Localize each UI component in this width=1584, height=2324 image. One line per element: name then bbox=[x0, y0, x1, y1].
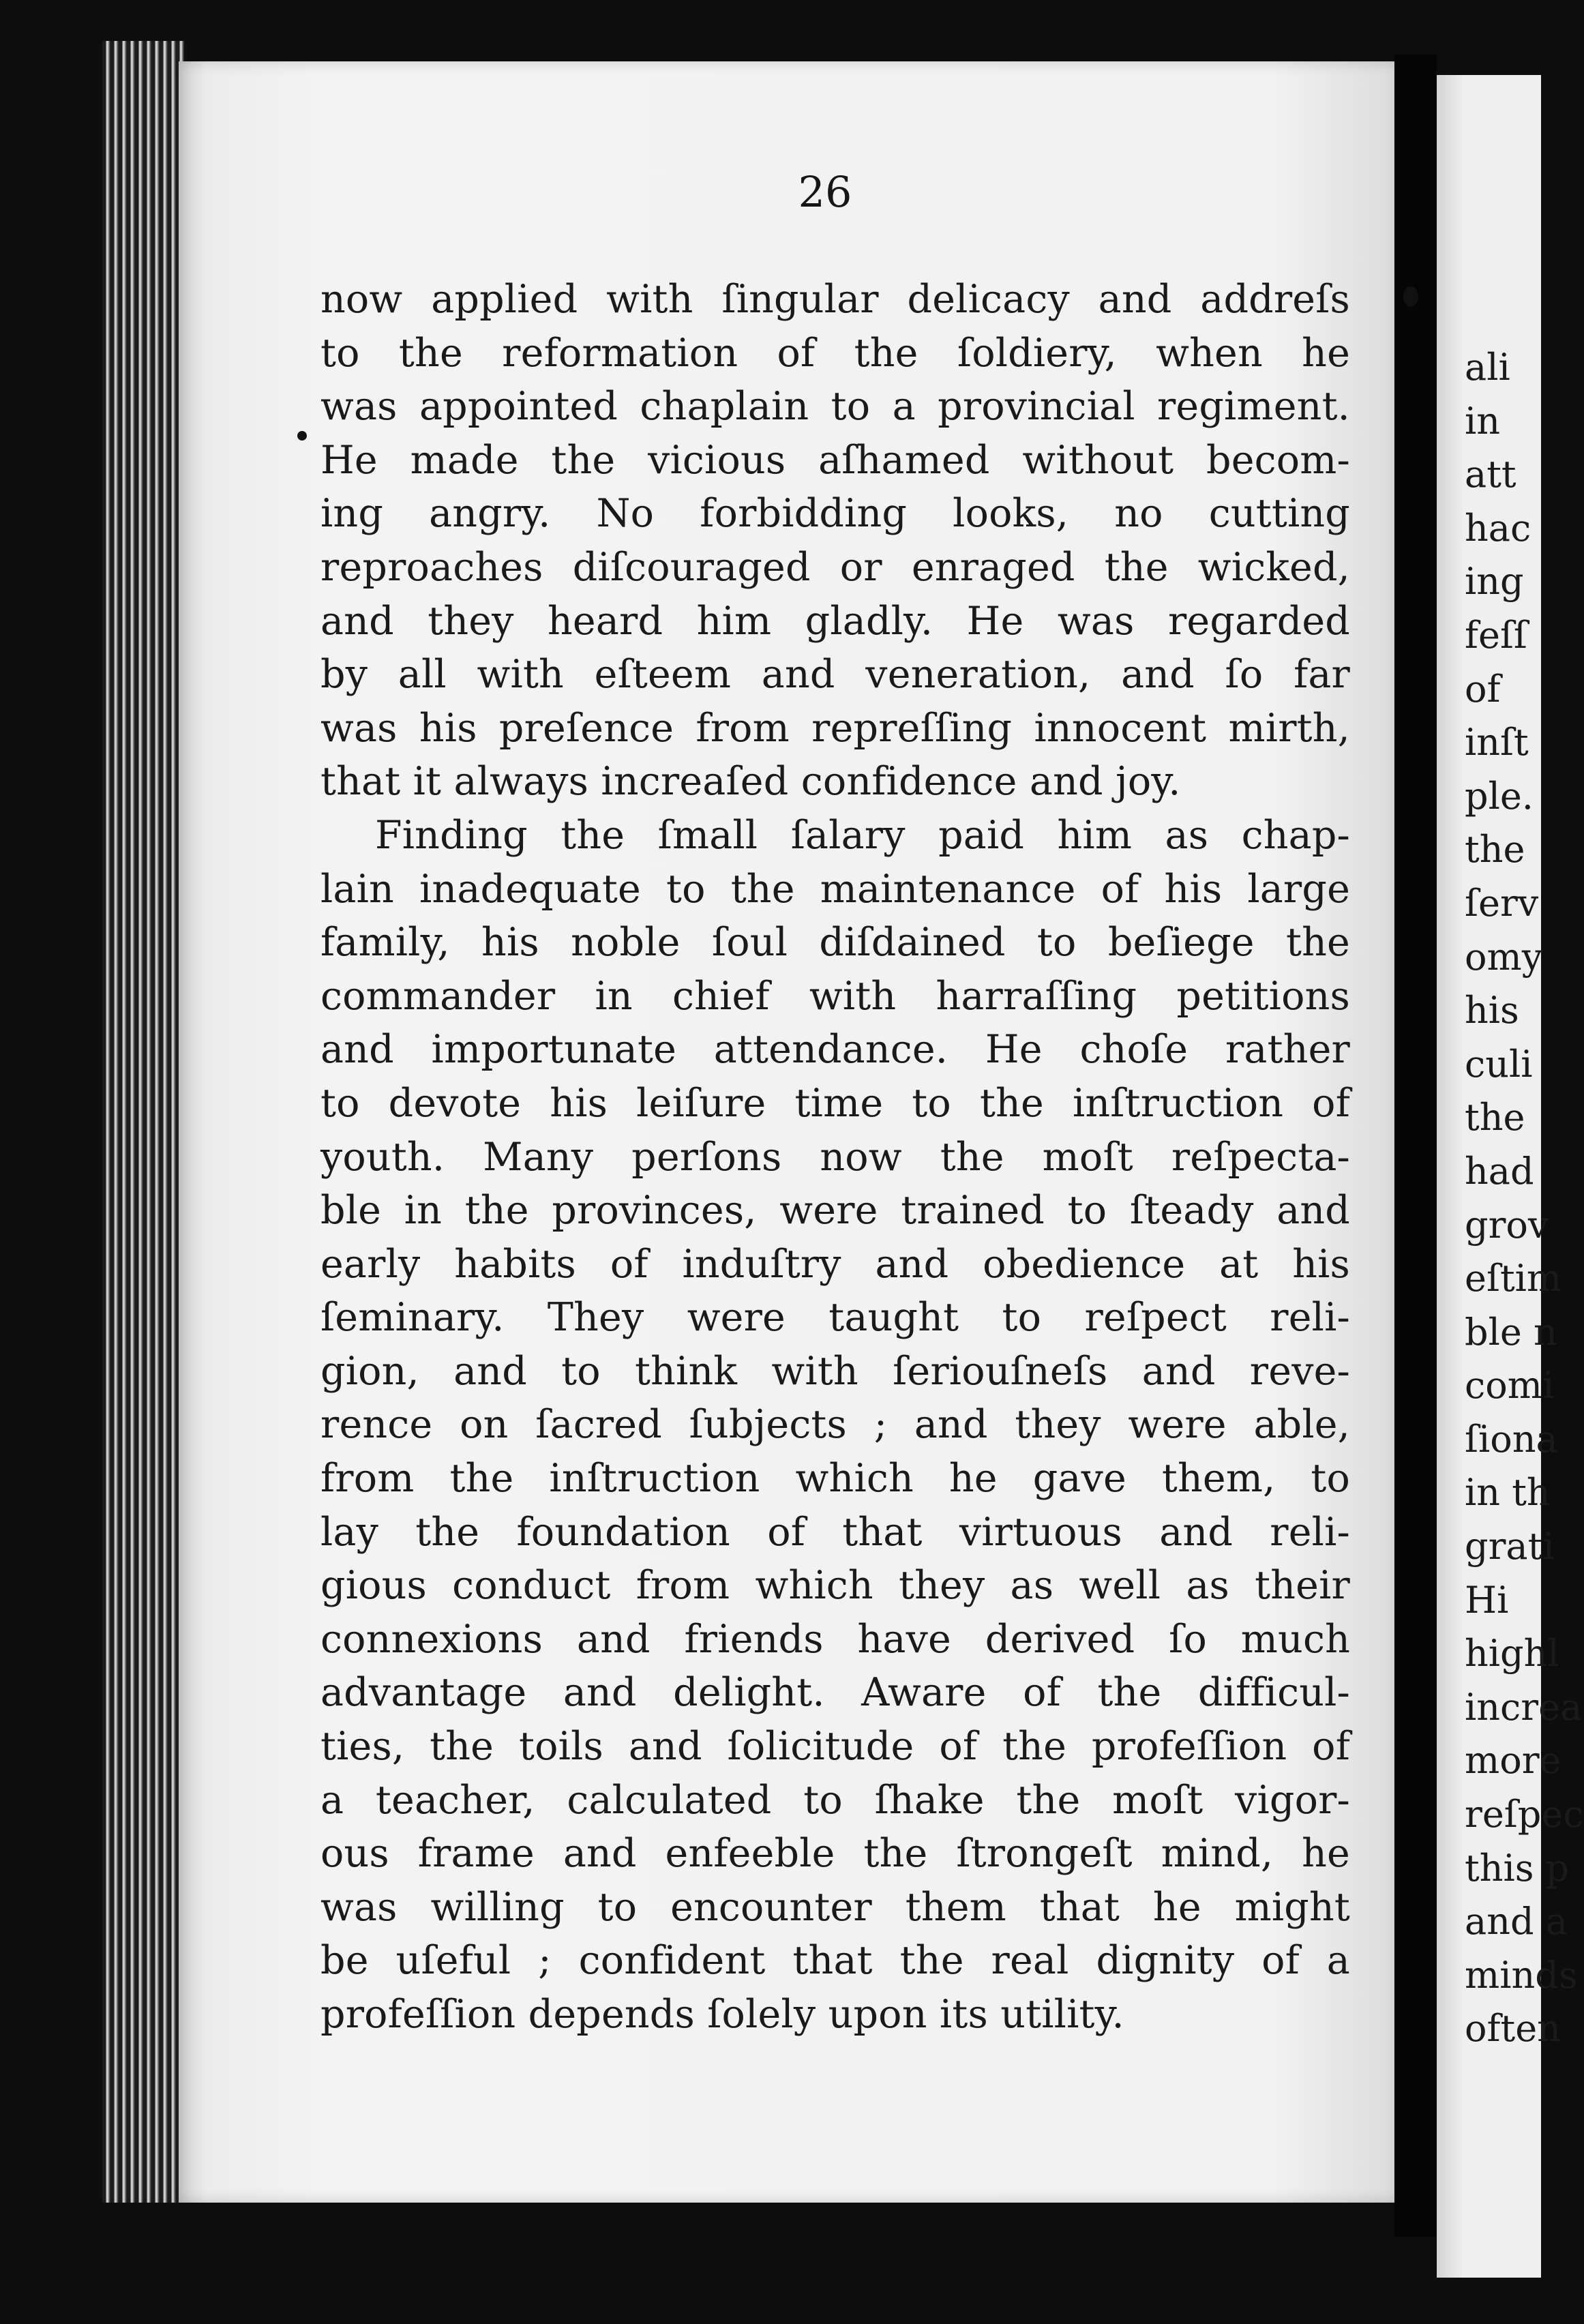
text-line: Finding the ſmall ſalary paid him as chap- bbox=[375, 812, 1350, 858]
facing-page-fragment: his bbox=[1465, 989, 1519, 1032]
facing-page-fragment: more bbox=[1465, 1739, 1561, 1783]
text-line: ble in the provinces, were trained to ſteady and bbox=[320, 1188, 1350, 1234]
text-line: was appointed chaplain to a provincial regiment. bbox=[320, 384, 1350, 430]
text-line: youth. Many perſons now the moſt reſpecta- bbox=[320, 1134, 1350, 1180]
page-edges bbox=[102, 41, 186, 2203]
text-line: ous frame and enfeeble the ſtrongeſt mind, he bbox=[320, 1831, 1350, 1877]
text-line: rence on ſacred ſubjects ; and they were able, bbox=[320, 1402, 1350, 1448]
text-line: advantage and delight. Aware of the difficul- bbox=[320, 1670, 1350, 1716]
facing-page-fragment: hac bbox=[1465, 506, 1531, 550]
text-line: reproaches diſcouraged or enraged the wicked, bbox=[320, 544, 1350, 590]
text-line: gious conduct from which they as well as their bbox=[320, 1563, 1350, 1609]
facing-page-fragment: ble n bbox=[1465, 1310, 1557, 1354]
facing-page-fragment: ing bbox=[1465, 560, 1524, 604]
facing-page-fragment: ali bbox=[1465, 346, 1510, 389]
body-text bbox=[320, 273, 1350, 2042]
text-line: to the reformation of the ſoldiery, when he bbox=[320, 330, 1350, 376]
facing-page-fragment: eſtim bbox=[1465, 1257, 1562, 1300]
text-line: commander in chief with harraſſing petitions bbox=[320, 973, 1350, 1019]
facing-page-fragment: ple. bbox=[1465, 774, 1534, 818]
ink-speck bbox=[1403, 286, 1418, 307]
facing-page-fragment: the bbox=[1465, 828, 1525, 872]
facing-page-fragment: culi bbox=[1465, 1042, 1533, 1086]
facing-page-fragment: and a bbox=[1465, 1900, 1568, 1943]
facing-page-fragment: often bbox=[1465, 2007, 1561, 2051]
text-line: family, his noble ſoul diſdained to beſiege the bbox=[320, 920, 1350, 966]
facing-page-fragment: feſſ bbox=[1465, 613, 1527, 657]
facing-page-fragment: had bbox=[1465, 1149, 1534, 1193]
text-line: He made the vicious aſhamed without becom- bbox=[320, 437, 1350, 483]
facing-page-fragment: minds bbox=[1465, 1953, 1578, 1997]
text-line: early habits of induſtry and obedience at his bbox=[320, 1241, 1350, 1287]
facing-page-fragment: in th bbox=[1465, 1471, 1551, 1515]
facing-page-fragment: increa bbox=[1465, 1685, 1583, 1729]
facing-page-fragment: this p bbox=[1465, 1846, 1570, 1890]
text-line: ties, the toils and ſolicitude of the profeſſion of bbox=[320, 1724, 1350, 1770]
text-line: and they heard him gladly. He was regarded bbox=[320, 598, 1350, 644]
text-line: that it always increaſed confidence and joy. bbox=[320, 759, 1181, 805]
facing-page-fragment: Hi bbox=[1465, 1578, 1509, 1622]
text-line: lay the foundation of that virtuous and reli- bbox=[320, 1509, 1350, 1555]
ink-speck bbox=[297, 431, 307, 441]
facing-page-fragment: grov bbox=[1465, 1203, 1549, 1247]
text-line: a teacher, calculated to ſhake the moſt vigor- bbox=[320, 1777, 1350, 1823]
text-line: gion, and to think with ſeriouſneſs and reve- bbox=[320, 1348, 1350, 1394]
facing-page-fragment: omy bbox=[1465, 935, 1543, 979]
text-line: lain inadequate to the maintenance of his large bbox=[320, 866, 1350, 912]
text-line: connexions and friends have derived ſo much bbox=[320, 1616, 1350, 1662]
book-gutter bbox=[1394, 55, 1437, 2237]
facing-page-fragment: in bbox=[1465, 399, 1501, 443]
facing-page-fragment: att bbox=[1465, 453, 1516, 496]
facing-page-fragment: of bbox=[1465, 667, 1501, 711]
text-line: ing angry. No forbidding looks, no cutting bbox=[320, 491, 1350, 537]
facing-page-fragment: reſpec bbox=[1465, 1793, 1584, 1836]
page-number: 26 bbox=[798, 167, 852, 217]
facing-page-fragment: ſerv bbox=[1465, 881, 1539, 925]
facing-page-fragment: highl bbox=[1465, 1632, 1559, 1675]
text-line: now applied with ſingular delicacy and addreſs bbox=[320, 277, 1350, 322]
facing-page-text bbox=[1465, 341, 1584, 2056]
facing-page-fragment: inſt bbox=[1465, 721, 1529, 764]
text-line: be uſeful ; confident that the real dignity of a bbox=[320, 1938, 1350, 1984]
facing-page-fragment: ſiona bbox=[1465, 1417, 1558, 1461]
text-line: profeſſion depends ſolely upon its utility. bbox=[320, 1992, 1124, 2037]
text-line: by all with eſteem and veneration, and ſo far bbox=[320, 652, 1350, 698]
text-line: from the inſtruction which he gave them, to bbox=[320, 1456, 1350, 1502]
text-line: and importunate attendance. He choſe rather bbox=[320, 1027, 1350, 1073]
facing-page-fragment: grati bbox=[1465, 1525, 1555, 1568]
text-line: was his preſence from repreſſing innocent mirth, bbox=[320, 705, 1350, 751]
facing-page-fragment: comi bbox=[1465, 1364, 1555, 1407]
text-line: was willing to encounter them that he might bbox=[320, 1884, 1350, 1930]
facing-page-fragment: the bbox=[1465, 1096, 1525, 1139]
text-line: ſeminary. They were taught to reſpect reli- bbox=[320, 1295, 1350, 1341]
text-line: to devote his leiſure time to the inſtruction of bbox=[320, 1080, 1350, 1126]
